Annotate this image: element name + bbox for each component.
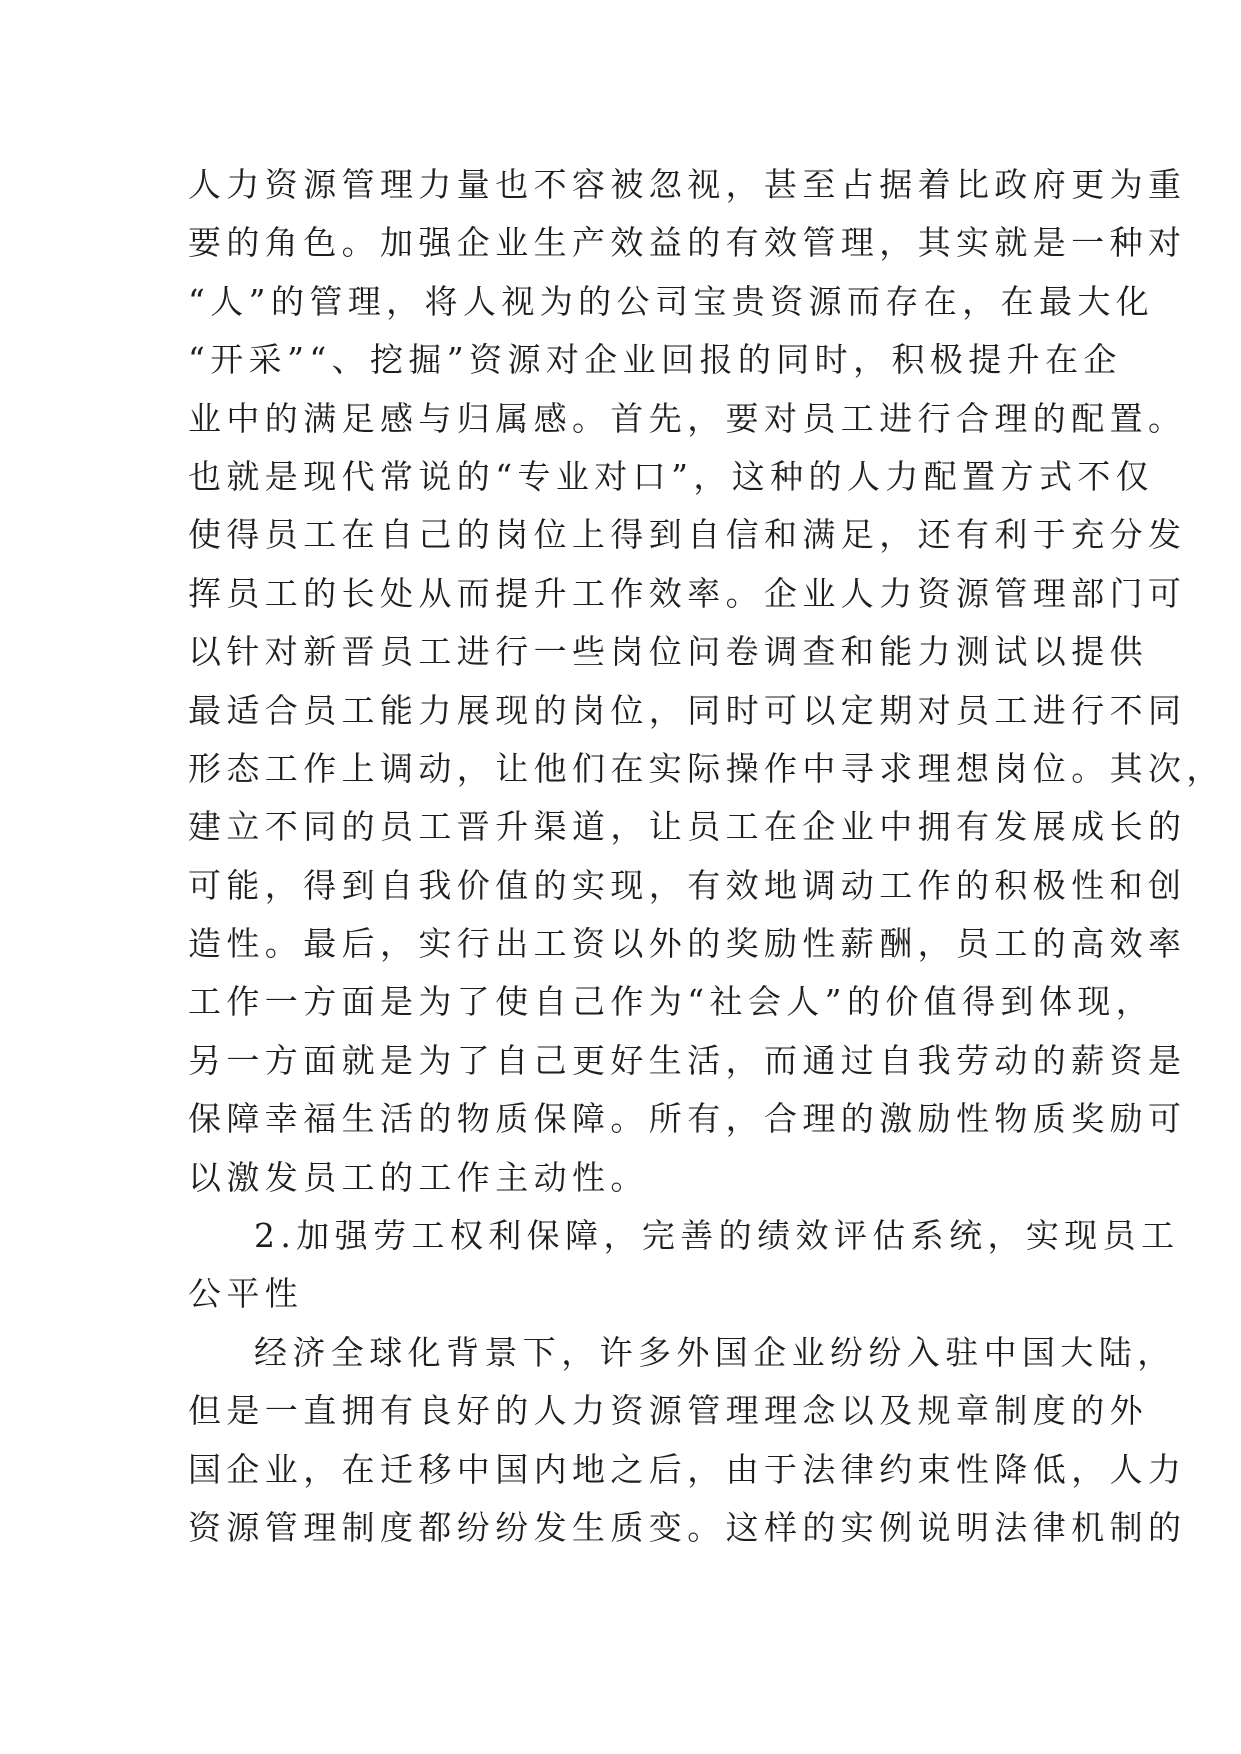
heading-line: 公平性 — [188, 1274, 304, 1314]
text-line: 也就是现代常说的“专业对口”，这种的人力配置方式不仅 — [188, 456, 1155, 496]
text-line: 使得员工在自己的岗位上得到自信和满足，还有利于充分发 — [188, 515, 1187, 555]
text-line: 工作一方面是为了使自己作为“社会人”的价值得到体现， — [188, 982, 1155, 1022]
text-line: 保障幸福生活的物质保障。所有，合理的激励性物质奖励可 — [188, 1099, 1187, 1139]
text-line: 国企业，在迁移中国内地之后，由于法律约束性降低，人力 — [188, 1449, 1187, 1489]
paragraph-2 — [188, 1324, 1187, 1558]
text-line: 要的角色。加强企业生产效益的有效管理，其实就是一种对 — [188, 223, 1187, 263]
text-line: 以激发员工的工作主动性。 — [188, 1157, 649, 1197]
text-line: 形态工作上调动，让他们在实际操作中寻求理想岗位。其次， — [188, 748, 1225, 788]
text-line: 人力资源管理力量也不容被忽视，甚至占据着比政府更为重 — [188, 165, 1187, 204]
text-line: 经济全球化背景下，许多外国企业纷纷入驻中国大陆， — [254, 1332, 1176, 1372]
text-line: 业中的满足感与归属感。首先，要对员工进行合理的配置。 — [188, 398, 1187, 438]
text-line: 造性。最后，实行出工资以外的奖励性薪酬，员工的高效率 — [188, 924, 1187, 964]
text-line: “人”的管理，将人视为的公司宝贵资源而存在，在最大化 — [188, 281, 1155, 321]
text-line: 另一方面就是为了自己更好生活，而通过自我劳动的薪资是 — [188, 1040, 1187, 1080]
text-line: 可能，得到自我价值的实现，有效地调动工作的积极性和创 — [188, 865, 1187, 905]
text-line: “开采”“、挖掘”资源对企业回报的同时，积极提升在企 — [188, 340, 1122, 380]
paragraph-1 — [188, 156, 1225, 1207]
text-line: 但是一直拥有良好的人力资源管理理念以及规章制度的外 — [188, 1391, 1148, 1431]
text-line: 以针对新晋员工进行一些岗位问卷调查和能力测试以提供 — [188, 632, 1148, 672]
section-heading — [188, 1207, 1180, 1324]
text-line: 最适合员工能力展现的岗位，同时可以定期对员工进行不同 — [188, 690, 1187, 730]
heading-line: 2.加强劳工权利保障，完善的绩效评估系统，实现员工 — [254, 1216, 1180, 1256]
document-body — [188, 156, 1225, 1557]
text-line: 挥员工的长处从而提升工作效率。企业人力资源管理部门可 — [188, 573, 1187, 613]
text-line: 建立不同的员工晋升渠道，让员工在企业中拥有发展成长的 — [188, 807, 1187, 847]
text-line: 资源管理制度都纷纷发生质变。这样的实例说明法律机制的 — [188, 1507, 1187, 1547]
